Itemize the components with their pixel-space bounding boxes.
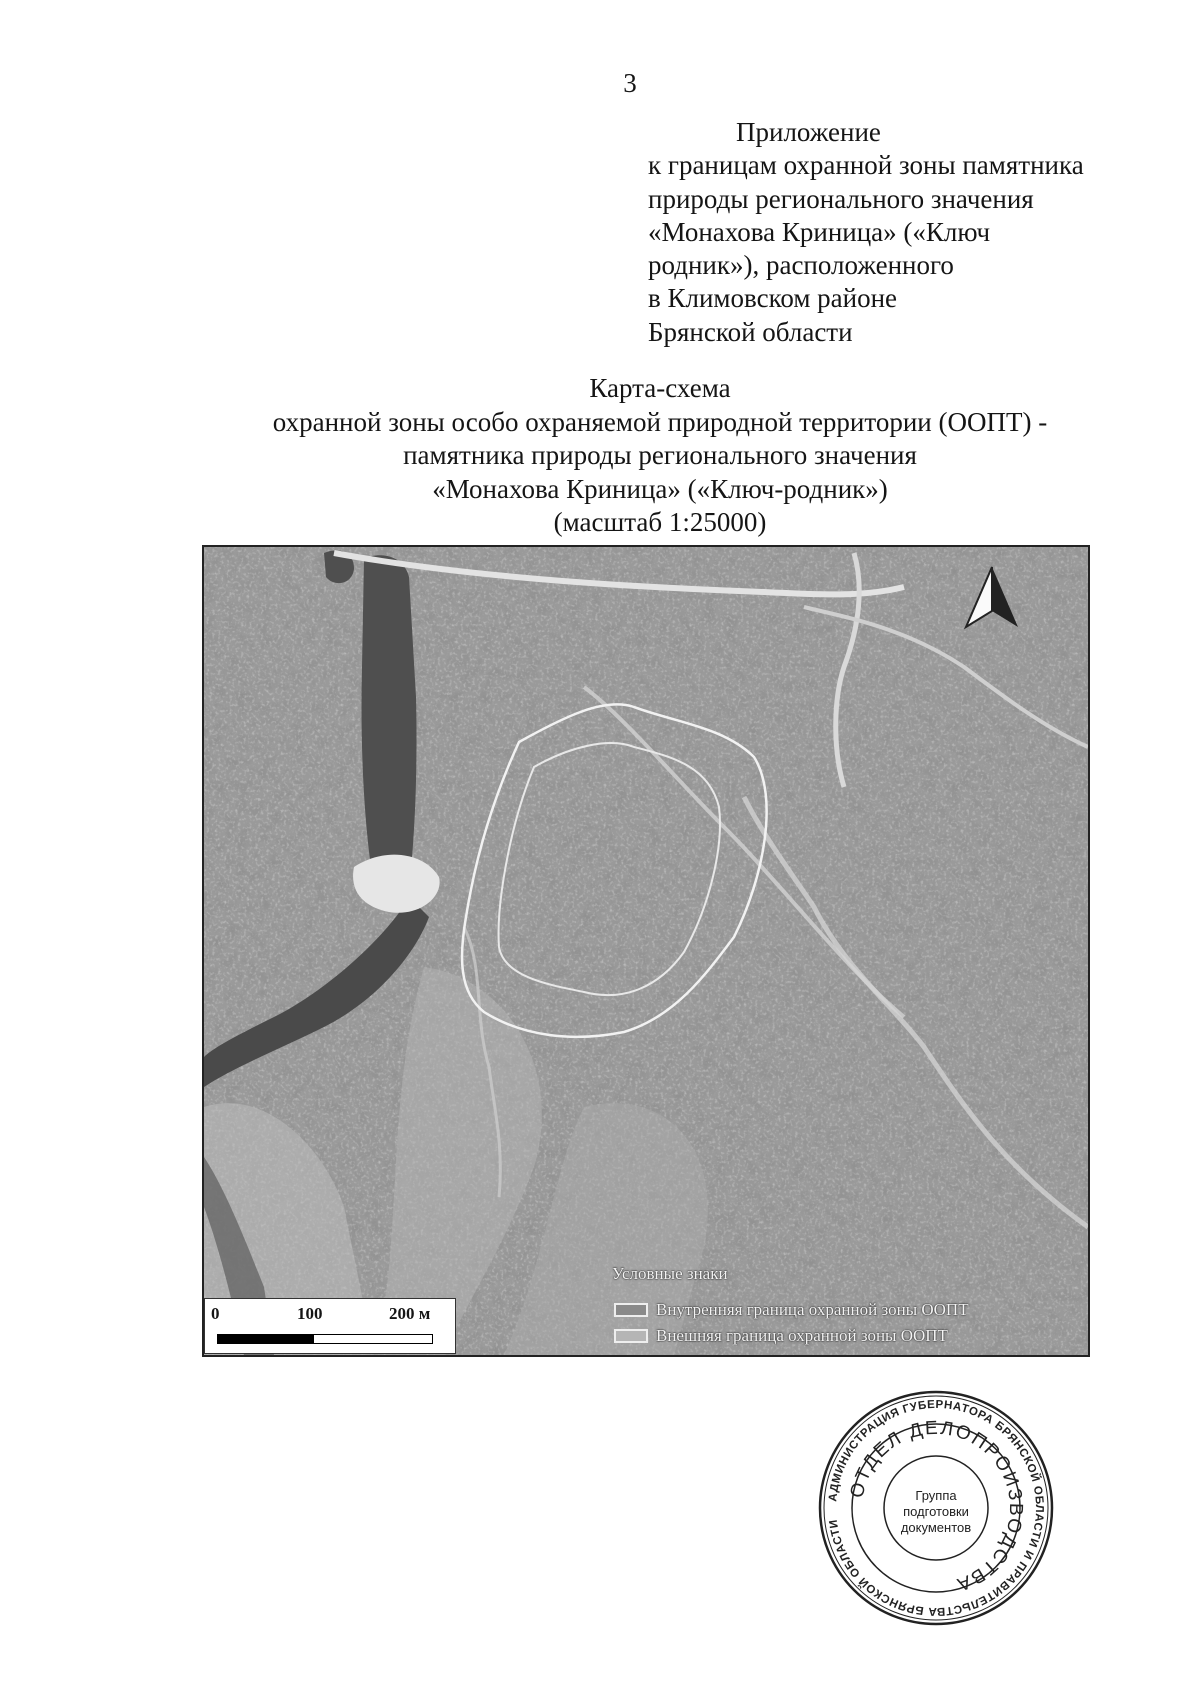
scale-segment-dark	[217, 1334, 313, 1344]
map-title-line: Карта-схема	[589, 373, 731, 403]
official-stamp	[816, 1388, 1056, 1628]
legend-title: Условные знаки	[612, 1264, 728, 1283]
satellite-map	[202, 545, 1090, 1357]
scale-bar	[204, 1298, 456, 1354]
stamp-inner-ring-text: ОТДЕЛ ДЕЛОПРОИЗВОДСТВА	[846, 1417, 1027, 1596]
map-title	[0, 372, 1200, 540]
appendix-block	[648, 116, 1084, 349]
scale-label-200: 200 м	[389, 1304, 431, 1323]
stamp-center-line: подготовки	[903, 1504, 969, 1519]
scale-label-0: 0	[211, 1304, 220, 1323]
appendix-line: к границам охранной зоны памятника	[648, 150, 1084, 181]
appendix-line: Брянской области	[648, 316, 853, 347]
map-title-line: (масштаб 1:25000)	[553, 507, 767, 537]
map-legend	[606, 1260, 1086, 1352]
map-title-line: памятника природы регионального значения	[403, 440, 917, 470]
map-title-line: «Монахова Криница» («Ключ-родник»)	[432, 473, 888, 504]
appendix-line: родник»), расположенного	[648, 250, 954, 281]
legend-swatch-inner	[614, 1303, 648, 1317]
legend-label: Внешняя граница охранной зоны ООПТ	[656, 1326, 948, 1345]
map-imagery	[204, 547, 1088, 1355]
legend-item-inner	[614, 1300, 969, 1320]
stamp-outer-text: АДМИНИСТРАЦИЯ ГУБЕРНАТОРА БРЯНСКОЙ ОБЛАСТИ И ПРАВИТЕЛЬСТВА БРЯНСКОЙ ОБЛАСТИ	[827, 1398, 1046, 1618]
legend-swatch-outer	[614, 1329, 648, 1343]
stamp-center	[888, 1488, 984, 1536]
appendix-line: природы регионального значения	[648, 183, 1034, 214]
legend-label: Внутренняя граница охранной зоны ООПТ	[656, 1300, 969, 1319]
appendix-title: Приложение	[736, 117, 881, 147]
appendix-line: в Климовском районе	[648, 283, 898, 314]
page-number: 3	[623, 68, 637, 98]
stamp-center-line: документов	[900, 1520, 972, 1535]
scale-segment-light	[313, 1334, 433, 1344]
scale-label-100: 100	[297, 1304, 323, 1323]
appendix-line: «Монахова Криница» («Ключ	[648, 216, 991, 247]
map-title-line: охранной зоны особо охраняемой природной территории (ООПТ) -	[272, 406, 1048, 437]
legend-item-outer	[614, 1326, 948, 1346]
stamp-center-line: Группа	[915, 1488, 957, 1503]
